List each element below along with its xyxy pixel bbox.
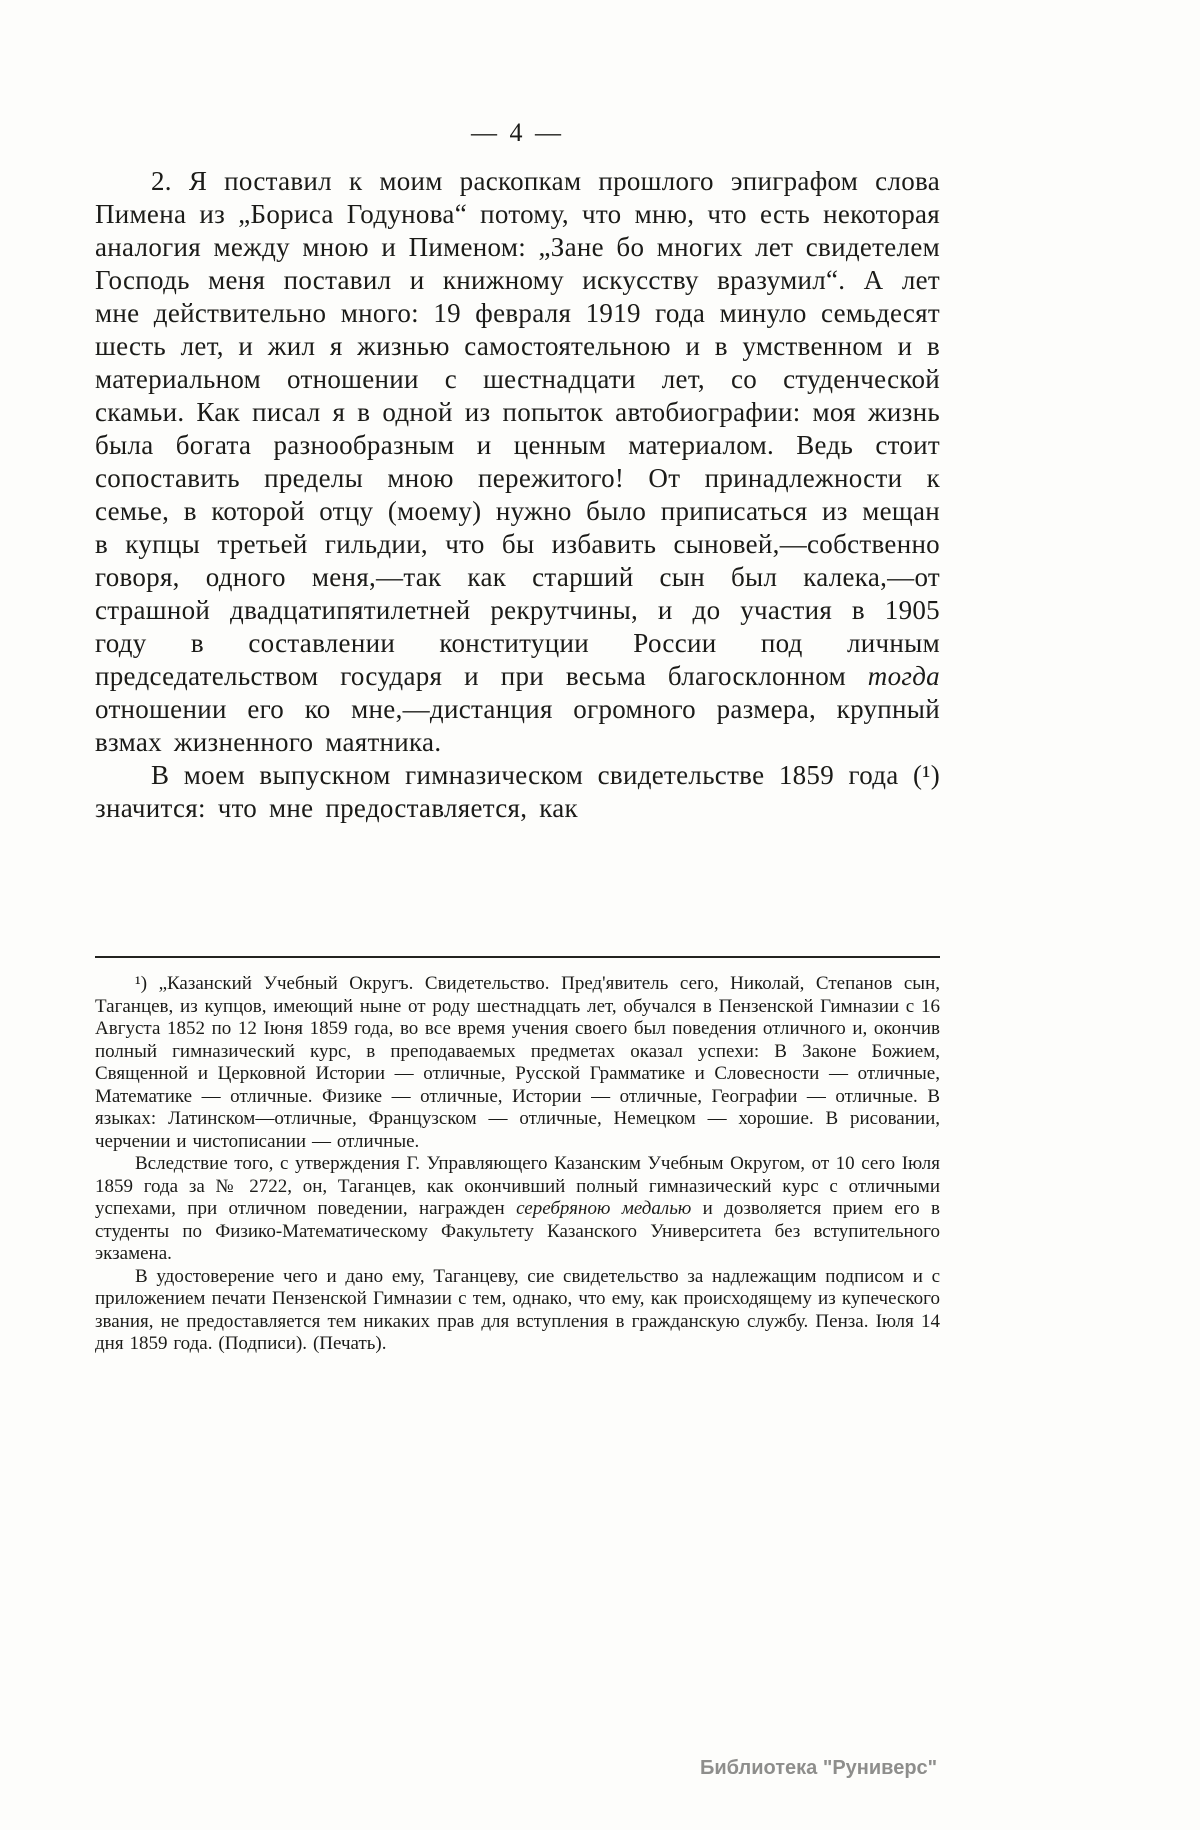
footnote-paragraph: ¹) „Казанский Учебный Округъ. Свидетельство. Пред'явитель сего, Николай, Степанов сын, Таганцев, из купцов, имеющий ныне от роду шестнадцать лет, обучался в Пензенской Гимназии с 16 Августа 1852 по 12 Іюня 1859 года, во все время учения своего был поведения отличного и, окончив полный гимназический курс, в преподаваемых предметах оказал успехи: В Законе Божием, Священной и Церковной Истории — отличные, Русской Грамматике и Словесности — отличные, Математике — отличные. Физике — отличные, Истории — отличные, Географии — отличные. В языках: Латинском—отличные, Французском — отличные, Немецком — хорошие. В рисовании, черчении и чистописании — отличные. (95, 973, 940, 1152)
footnote-paragraph: Вследствие того, с утверждения Г. Управляющего Казанским Учебным Округом, от 10 сего Іюля 1859 года за № 2722, он, Таганцев, как окончивший полный гимназический курс с отличными успехами, при отличном поведении, награжден серебряною медалью и дозволяется прием его в студенты по Физико-Математическому Факультету Казанского Университета без вступительного экзамена. (95, 1153, 940, 1264)
main-text-block (95, 165, 940, 955)
body-paragraph: 2. Я поставил к моим раскопкам прошлого эпиграфом слова Пимена из „Бориса Годунова“ потому, что мню, что есть некоторая аналогия между мною и Пименом: „Зане бо многих лет свидетелем Господь меня поставил и книжному искусству вразумил“. А лет мне действительно много: 19 февраля 1919 года минуло семьдесят шесть лет, и жил я жизнью самостоятельною и в умственном и в материальном отношении с шестнадцати лет, со студенческой скамьи. Как писал я в одной из попыток автобиографии: моя жизнь была богата разнообразным и ценным материалом. Ведь стоит сопоставить пределы мною пережитого! От принадлежности к семье, в которой отцу (моему) нужно было приписаться из мещан в купцы третьей гильдии, что бы избавить сыновей,—собственно говоря, одного меня,—так как старший сын был калека,—от страшной двадцатипятилетней рекрутчины, и до участия в 1905 году в составлении конституции России под личным председательством государя и при весьма благосклонном тогда отношении его ко мне,—дистанция огромного размера, крупный взмах жизненного маятника. (95, 166, 940, 757)
footnote-block (95, 973, 940, 1453)
library-watermark: Библиотека "Руниверс" (700, 1757, 938, 1779)
page-number: — 4 — (471, 118, 564, 147)
footnote-paragraph: В удостоверение чего и дано ему, Таганцеву, сие свидетельство за надлежащим подписом и с приложением печати Пензенской Гимназии с тем, однако, что ему, как происходящему из купеческого звания, не предоставляется тем никаких прав для вступления в гражданскую службу. Пенза. Іюля 14 дня 1859 года. (Подписи). (Печать). (95, 1265, 940, 1354)
body-paragraph: В моем выпускном гимназическом свидетельстве 1859 года (¹) значится: что мне предоставляется, как (95, 760, 940, 823)
footnote-separator (95, 956, 940, 958)
